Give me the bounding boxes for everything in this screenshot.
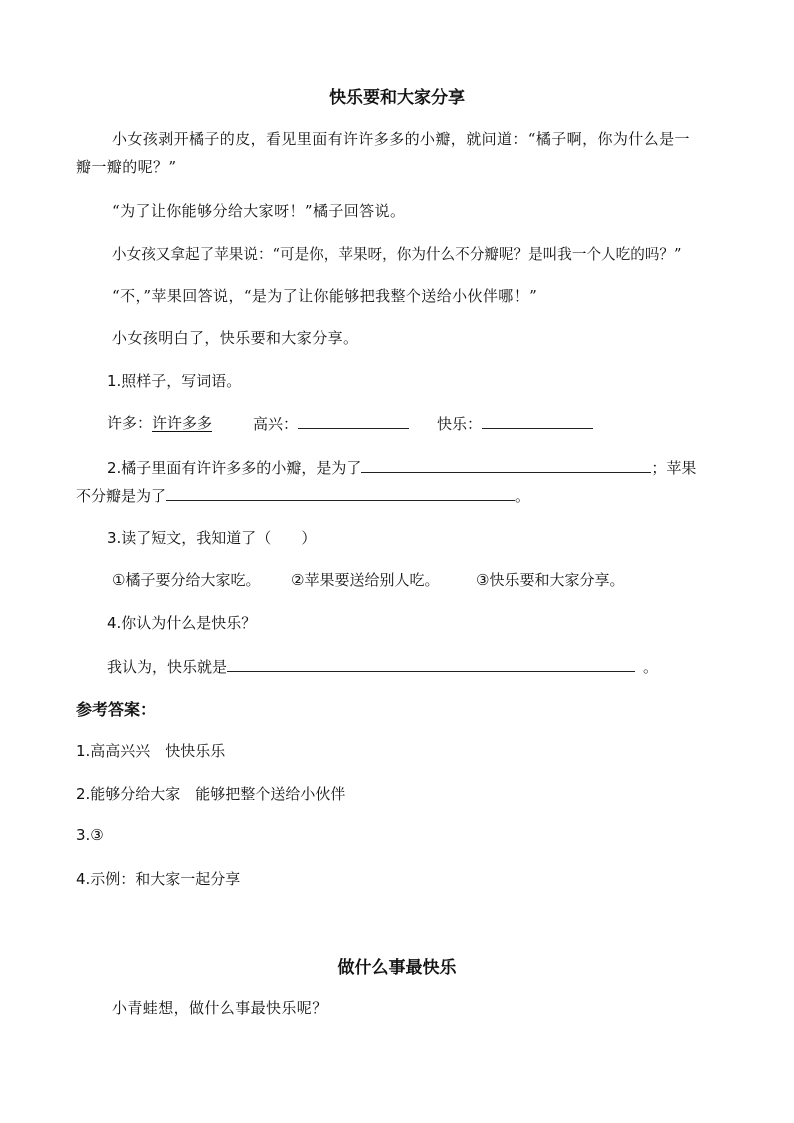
question-1-item-kuaile	[437, 412, 593, 434]
question-1-item-gaoxing-label: 高兴：	[253, 415, 299, 433]
story1-paragraph-3: 小女孩又拿起了苹果说：“可是你，苹果呀，你为什么不分瓣呢？是叫我一个人吃的吗？”	[112, 246, 682, 263]
question-1-example-label: 许多：	[107, 414, 153, 432]
question-2-line-1	[107, 456, 696, 478]
story1-paragraph-5: 小女孩明白了，快乐要和大家分享。	[112, 329, 359, 347]
question-1-item-kuaile-label: 快乐：	[437, 415, 483, 433]
question-1: 1.照样子，写词语。	[107, 372, 242, 390]
answer-4: 4.示例：和大家一起分享	[76, 870, 241, 888]
question-1-item-gaoxing	[253, 412, 409, 434]
story1-paragraph-4: “不，”苹果回答说，“是为了让你能够把我整个送给小伙伴哪！”	[112, 287, 538, 305]
question-2-text-2: ；苹果	[651, 459, 697, 477]
question-2-blank-1[interactable]	[361, 456, 651, 473]
question-3: 3.读了短文，我知道了（ ）	[107, 529, 317, 547]
question-1-kuaile-blank[interactable]	[482, 412, 593, 429]
question-1-gaoxing-blank[interactable]	[298, 412, 409, 429]
story1-paragraph-2: “为了让你能够分给大家呀！”橘子回答说。	[112, 202, 406, 220]
story1-paragraph-1-line-2: 瓣一瓣的呢？”	[76, 158, 177, 176]
story2-paragraph-1: 小青蛙想，做什么事最快乐呢？	[112, 999, 328, 1017]
answer-1: 1.高高兴兴 快快乐乐	[76, 742, 226, 760]
question-4: 4.你认为什么是快乐？	[107, 614, 257, 632]
question-1-example-value: 许许多多	[152, 414, 213, 432]
question-4-answer-line	[107, 655, 658, 677]
story1-paragraph-1-line-1: 小女孩剥开橘子的皮，看见里面有许许多多的小瓣，就问道：“橘子啊，你为什么是一	[112, 130, 690, 148]
question-4-blank[interactable]	[227, 655, 635, 672]
question-4-end: 。	[643, 658, 659, 676]
answer-2: 2.能够分给大家 能够把整个送给小伙伴	[76, 785, 346, 803]
answer-3: 3.③	[76, 826, 104, 844]
answers-heading: 参考答案：	[76, 700, 157, 719]
story2-title: 做什么事最快乐	[337, 958, 457, 978]
question-2-blank-2[interactable]	[166, 484, 515, 501]
question-4-answer-prefix: 我认为，快乐就是	[107, 658, 228, 676]
question-2-text-1: 2.橘子里面有许许多多的小瓣，是为了	[107, 459, 362, 477]
question-3-option-1[interactable]: ①橘子要分给大家吃。	[112, 571, 261, 589]
question-2-text-3: 不分瓣是为了	[76, 487, 167, 505]
question-3-option-3[interactable]: ③快乐要和大家分享。	[476, 571, 625, 589]
question-2-end: 。	[515, 487, 531, 505]
question-2-line-2	[76, 484, 530, 506]
question-1-example	[107, 412, 212, 433]
story1-title: 快乐要和大家分享	[329, 88, 465, 108]
question-3-option-2[interactable]: ②苹果要送给别人吃。	[291, 571, 440, 589]
